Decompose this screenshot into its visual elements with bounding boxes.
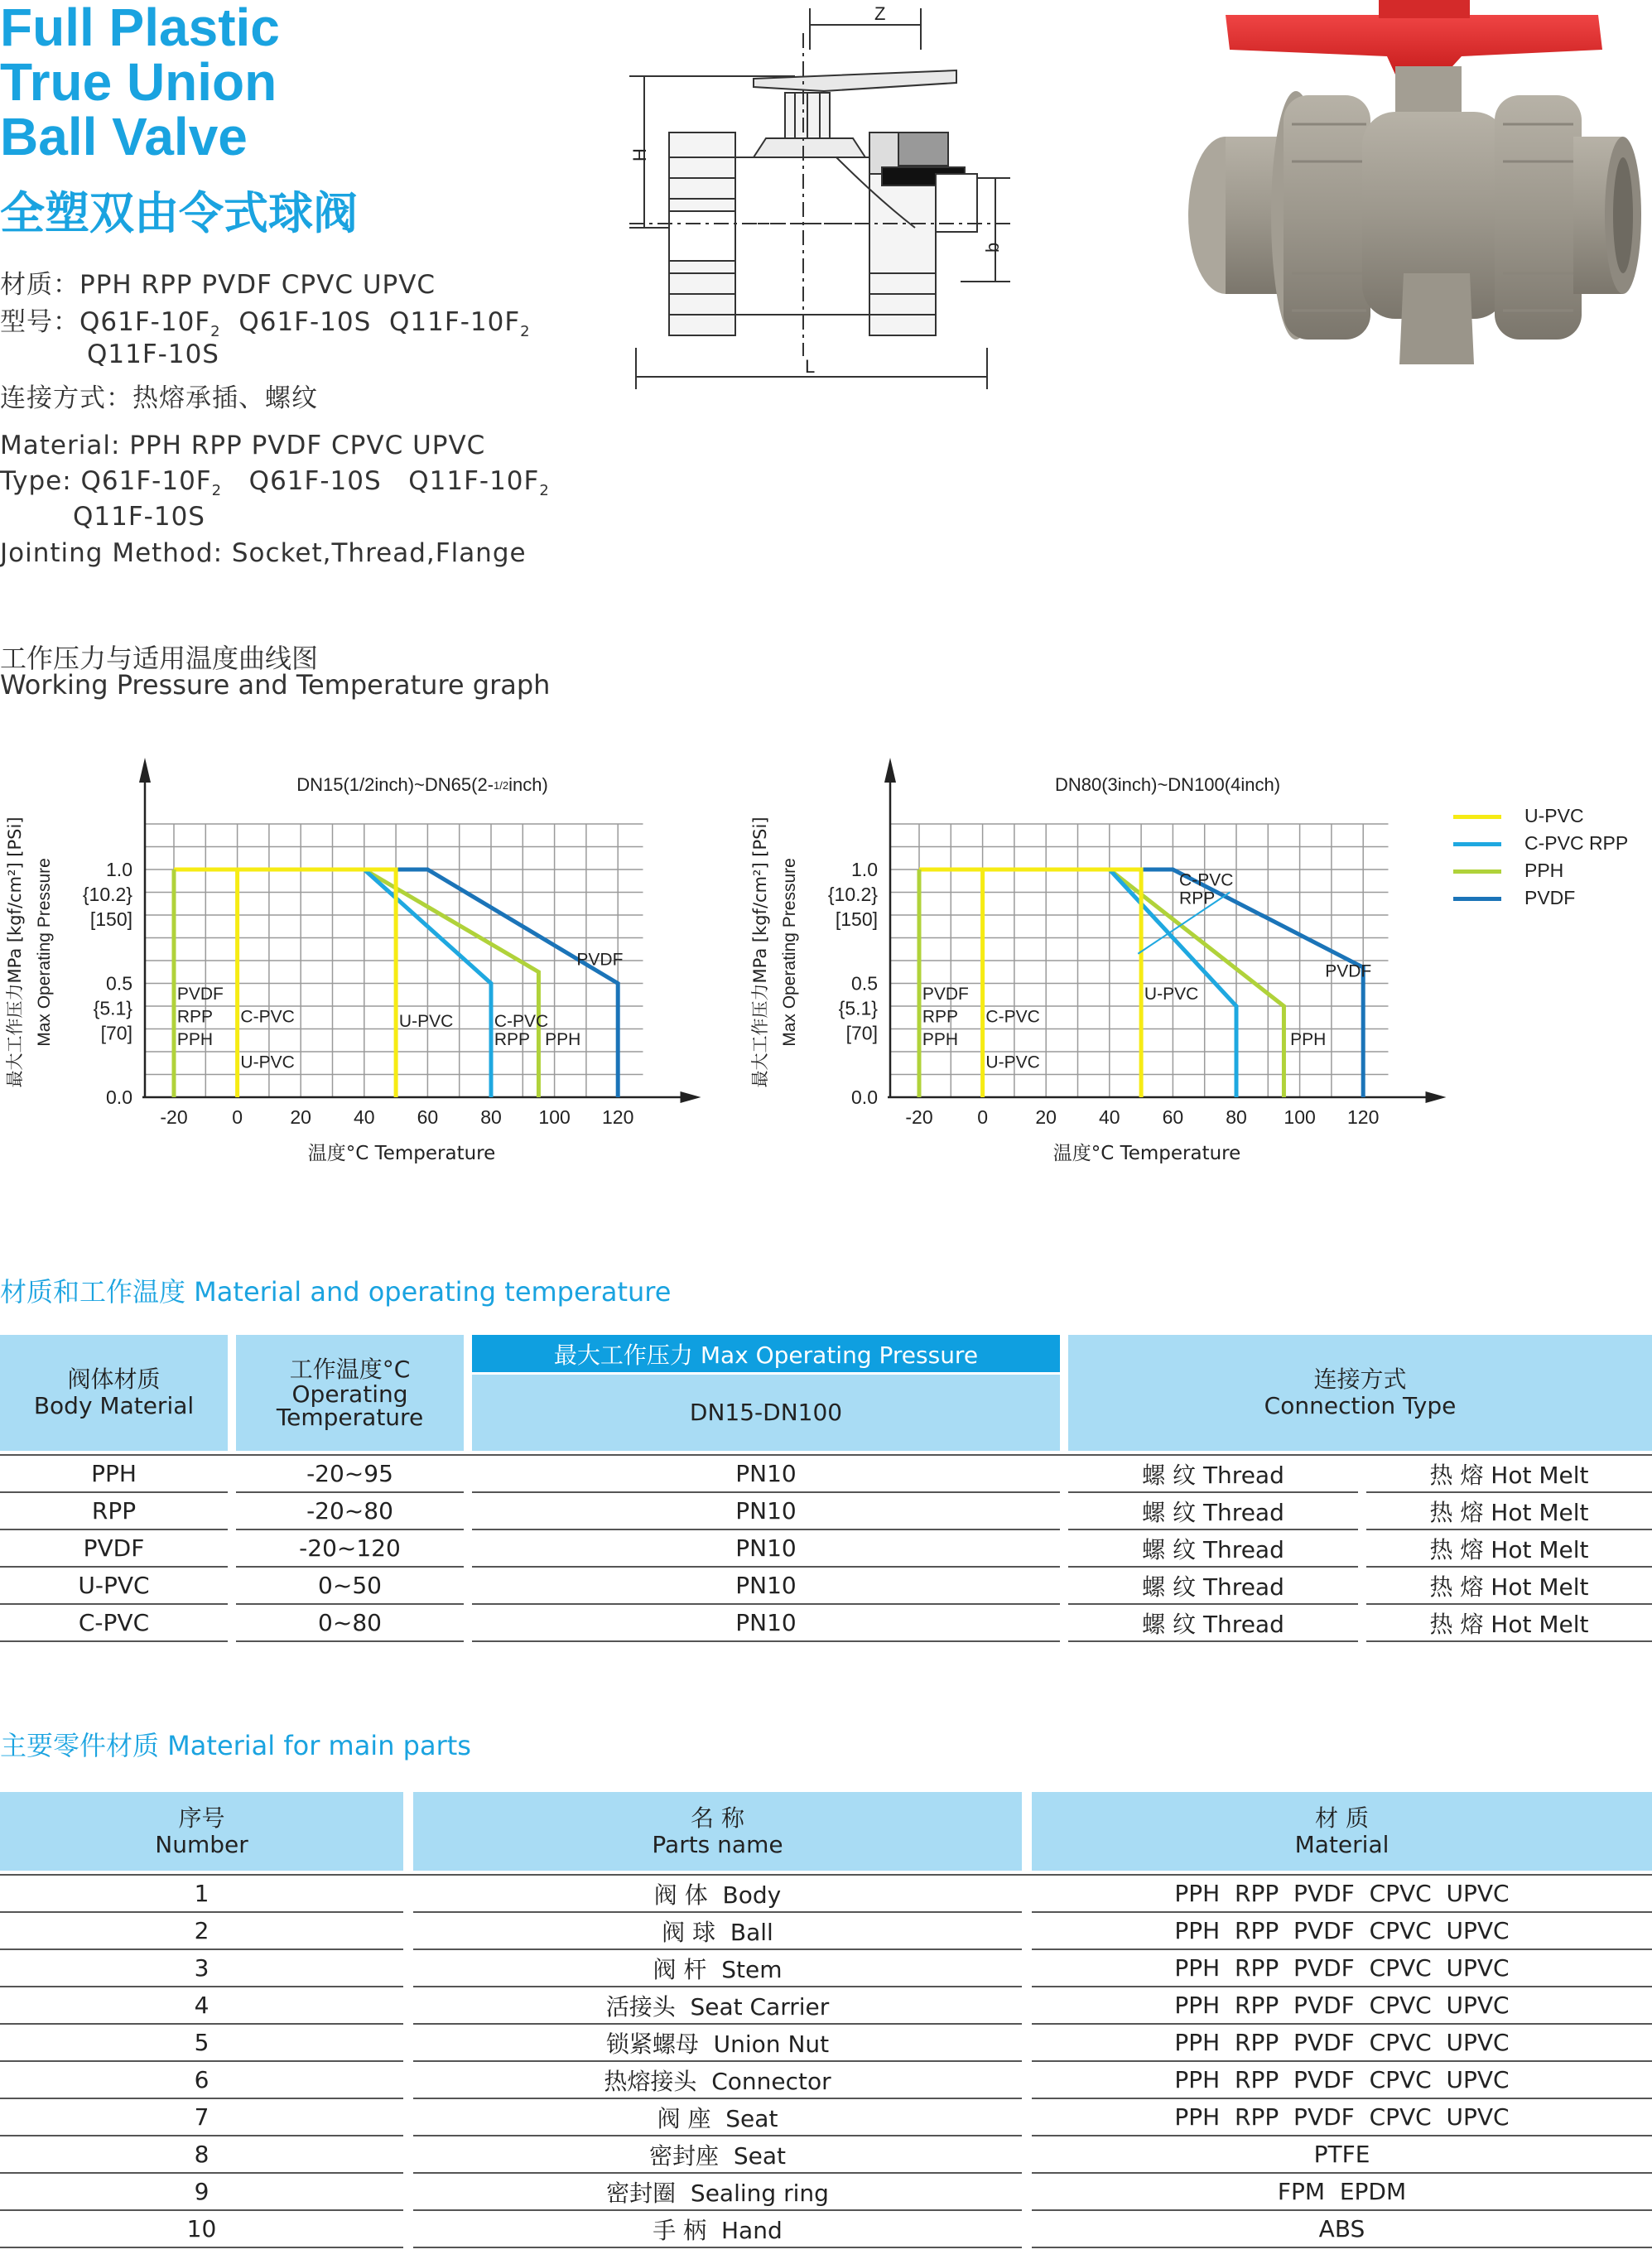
header-name-cn: 名 称 bbox=[691, 1804, 744, 1832]
spec-cn-material: 材质：PPH RPP PVDF CPVC UPVC bbox=[0, 270, 436, 300]
series-annotation: C-PVC bbox=[240, 1007, 295, 1027]
y-tick-label: 0.0 bbox=[851, 1086, 878, 1108]
cell-part-material: PPH RPP PVDF CPVC UPVC bbox=[1032, 2025, 1652, 2062]
valve-product-illustration bbox=[1147, 0, 1644, 389]
spec-cn-type bbox=[0, 301, 531, 340]
y-axis-label-en: Max Operating Pressure bbox=[780, 858, 799, 1047]
parts-table-title: 主要零件材质 Material for main parts bbox=[0, 1730, 471, 1761]
y-tick-label: 0.5 bbox=[851, 972, 878, 995]
cell-number: 4 bbox=[0, 1987, 403, 2025]
header-connection-type bbox=[1068, 1335, 1652, 1451]
series-annotation: C-PVC bbox=[985, 1007, 1040, 1027]
cell-part-material: PPH RPP PVDF CPVC UPVC bbox=[1032, 1876, 1652, 1913]
legend-swatch-pvdf bbox=[1453, 897, 1501, 901]
cell-material: PPH bbox=[0, 1456, 228, 1493]
legend-label-pph: PPH bbox=[1524, 860, 1564, 881]
cell-pressure: PN10 bbox=[472, 1605, 1060, 1642]
table-row bbox=[0, 2099, 1652, 2136]
table-row bbox=[0, 2211, 1652, 2248]
material-temperature-table bbox=[0, 1335, 1652, 1642]
header-body-material-en: Body Material bbox=[33, 1392, 195, 1419]
header-material bbox=[1032, 1792, 1652, 1871]
series-annotation: C-PVC bbox=[1179, 870, 1234, 890]
header-temp-cn: 工作温度°C bbox=[289, 1356, 411, 1383]
cell-material: C-PVC bbox=[0, 1605, 228, 1642]
spec-en-type-a: Type: Q61F-10F bbox=[0, 466, 212, 496]
table-row bbox=[0, 2174, 1652, 2211]
y-tick-label: {10.2} bbox=[827, 884, 878, 905]
x-axis-arrow bbox=[681, 1091, 701, 1103]
header-name-en: Parts name bbox=[652, 1830, 783, 1858]
drawing-label-b-visible: b bbox=[982, 242, 1003, 253]
legend-item-cpvc-rpp bbox=[1453, 832, 1628, 855]
drawing-label-l: L bbox=[805, 356, 816, 377]
cell-thread: 螺 纹 Thread bbox=[1068, 1530, 1358, 1568]
header-number bbox=[0, 1792, 403, 1871]
spec-cn-type-b: Q61F-10S Q11F-10F bbox=[220, 307, 521, 337]
table-row bbox=[0, 1530, 1652, 1568]
series-annotation: PPH bbox=[545, 1029, 581, 1049]
header-max-pressure: 最大工作压力 Max Operating Pressure bbox=[472, 1335, 1060, 1372]
spec-en-type-sub2: 2 bbox=[539, 482, 550, 500]
x-tick-label: 100 bbox=[538, 1106, 571, 1128]
cell-temperature: 0~50 bbox=[236, 1568, 464, 1605]
y-axis-arrow bbox=[139, 758, 151, 783]
series-annotation: U-PVC bbox=[398, 1011, 454, 1031]
legend-swatch-upvc bbox=[1453, 815, 1501, 819]
drawing-label-h: H bbox=[629, 148, 650, 161]
cell-part-name: 热熔接头 Connector bbox=[413, 2062, 1022, 2099]
spec-cn-type-sub2: 2 bbox=[520, 323, 531, 341]
y-axis-label-cn: 最大工作压力MPa [kgf/cm²] [PSi] bbox=[750, 816, 770, 1088]
header-dn-range: DN15-DN100 bbox=[472, 1372, 1060, 1451]
x-tick-label: 20 bbox=[1035, 1106, 1057, 1128]
legend-label-pvdf: PVDF bbox=[1524, 887, 1576, 908]
table-row bbox=[0, 1605, 1652, 1642]
title-line-1: Full Plastic bbox=[0, 0, 280, 57]
chart-title: DN80(3inch)~DN100(4inch) bbox=[1054, 774, 1281, 795]
series-annotation: C-PVC bbox=[494, 1011, 549, 1031]
cell-pressure: PN10 bbox=[472, 1493, 1060, 1530]
pressure-chart-dn15-dn65 bbox=[0, 745, 729, 1176]
y-axis-label-en: Max Operating Pressure bbox=[35, 858, 54, 1047]
table-row bbox=[0, 1876, 1652, 1913]
header-temp-en2: Temperature bbox=[276, 1404, 424, 1431]
y-axis-label-cn: 最大工作压力MPa [kgf/cm²] [PSi] bbox=[5, 816, 25, 1088]
cell-part-material: ABS bbox=[1032, 2211, 1652, 2248]
x-tick-label: 40 bbox=[1099, 1106, 1120, 1128]
legend-item-pvdf bbox=[1453, 887, 1575, 909]
header-material-cn: 材 质 bbox=[1315, 1804, 1369, 1832]
cell-part-material: PPH RPP PVDF CPVC UPVC bbox=[1032, 1913, 1652, 1950]
cell-part-material: PPH RPP PVDF CPVC UPVC bbox=[1032, 1950, 1652, 1987]
header-operating-temp bbox=[236, 1335, 464, 1451]
cell-thread: 螺 纹 Thread bbox=[1068, 1605, 1358, 1642]
x-tick-label: 0 bbox=[232, 1106, 243, 1128]
cell-part-material: PPH RPP PVDF CPVC UPVC bbox=[1032, 2062, 1652, 2099]
cell-thread: 螺 纹 Thread bbox=[1068, 1456, 1358, 1493]
spec-en-type-sub: 2 bbox=[211, 482, 223, 500]
x-tick-label: -20 bbox=[905, 1106, 933, 1128]
cell-hot-melt: 热 熔 Hot Melt bbox=[1366, 1493, 1652, 1530]
title-english bbox=[0, 0, 280, 164]
cell-thread: 螺 纹 Thread bbox=[1068, 1568, 1358, 1605]
x-tick-label: -20 bbox=[160, 1106, 188, 1128]
series-annotation: PPH bbox=[176, 1029, 214, 1049]
y-tick-label: {5.1} bbox=[838, 997, 878, 1019]
table-row bbox=[0, 1950, 1652, 1987]
cell-number: 2 bbox=[0, 1913, 403, 1950]
spec-en-jointing: Jointing Method: Socket,Thread,Flange bbox=[0, 538, 527, 568]
cell-pressure: PN10 bbox=[472, 1530, 1060, 1568]
y-tick-label: {10.2} bbox=[82, 884, 132, 905]
series-annotation: PVDF bbox=[176, 984, 224, 1004]
x-tick-label: 40 bbox=[354, 1106, 375, 1128]
cell-part-name: 阀 杆 Stem bbox=[413, 1950, 1022, 1987]
x-tick-label: 100 bbox=[1284, 1106, 1316, 1128]
y-axis-arrow bbox=[884, 758, 896, 783]
legend-swatch-pph bbox=[1453, 869, 1501, 874]
cell-number: 3 bbox=[0, 1950, 403, 1987]
x-axis-arrow bbox=[1426, 1091, 1447, 1103]
x-tick-label: 120 bbox=[1347, 1106, 1380, 1128]
cell-material: RPP bbox=[0, 1493, 228, 1530]
cell-part-name: 阀 球 Ball bbox=[413, 1913, 1022, 1950]
legend-swatch-cpvc bbox=[1453, 842, 1501, 846]
cell-number: 9 bbox=[0, 2174, 403, 2211]
y-tick-label: [70] bbox=[100, 1022, 132, 1044]
spec-en-type-line2: Q11F-10S bbox=[73, 502, 205, 532]
y-tick-label: [150] bbox=[835, 908, 878, 930]
series-annotation: U-PVC bbox=[1144, 984, 1199, 1004]
y-tick-label: [70] bbox=[845, 1022, 878, 1044]
legend-item-upvc bbox=[1453, 805, 1584, 827]
cell-hot-melt: 热 熔 Hot Melt bbox=[1366, 1530, 1652, 1568]
cell-number: 8 bbox=[0, 2136, 403, 2174]
series-annotation: PPH bbox=[1290, 1029, 1327, 1049]
cell-hot-melt: 热 熔 Hot Melt bbox=[1366, 1456, 1652, 1493]
spec-cn-jointing: 连接方式：热熔承插、螺纹 bbox=[0, 383, 318, 413]
cell-number: 1 bbox=[0, 1876, 403, 1913]
header-conn-en: Connection Type bbox=[1264, 1392, 1457, 1419]
x-tick-label: 0 bbox=[977, 1106, 988, 1128]
cell-material: PVDF bbox=[0, 1530, 228, 1568]
cell-number: 6 bbox=[0, 2062, 403, 2099]
y-tick-label: 0.5 bbox=[106, 972, 132, 995]
series-annotation: RPP bbox=[1179, 889, 1216, 908]
x-tick-label: 80 bbox=[1226, 1106, 1247, 1128]
y-tick-label: 0.0 bbox=[106, 1086, 132, 1108]
valve-technical-drawing bbox=[629, 0, 1010, 397]
header-material-en: Material bbox=[1294, 1830, 1390, 1858]
cell-number: 10 bbox=[0, 2211, 403, 2248]
spec-en-type-b: Q61F-10S Q11F-10F bbox=[222, 466, 540, 496]
x-tick-label: 20 bbox=[290, 1106, 311, 1128]
cell-number: 7 bbox=[0, 2099, 403, 2136]
y-tick-label: 1.0 bbox=[106, 859, 132, 880]
cell-part-material: PPH RPP PVDF CPVC UPVC bbox=[1032, 2099, 1652, 2136]
chart-title: DN15(1/2inch)~DN65(2-1/2inch) bbox=[296, 774, 548, 795]
cell-part-name: 阀 座 Seat bbox=[413, 2099, 1022, 2136]
drawing-label-z: Z bbox=[874, 3, 886, 24]
cell-part-name: 手 柄 Hand bbox=[413, 2211, 1022, 2248]
series-annotation: RPP bbox=[494, 1029, 531, 1049]
spec-en-type bbox=[0, 466, 550, 499]
material-table-title: 材质和工作温度 Material and operating temperature bbox=[0, 1276, 672, 1308]
legend-label-upvc: U-PVC bbox=[1524, 805, 1584, 826]
series-annotation: PVDF bbox=[1325, 961, 1372, 981]
x-tick-label: 60 bbox=[417, 1106, 439, 1128]
cell-part-name: 活接头 Seat Carrier bbox=[413, 1987, 1022, 2025]
spec-en-material: Material: PPH RPP PVDF CPVC UPVC bbox=[0, 431, 486, 460]
title-line-3: Ball Valve bbox=[0, 107, 248, 166]
cell-part-material: FPM EPDM bbox=[1032, 2174, 1652, 2211]
header-body-material bbox=[0, 1335, 228, 1451]
cell-pressure: PN10 bbox=[472, 1568, 1060, 1605]
x-tick-label: 80 bbox=[480, 1106, 502, 1128]
header-conn-cn: 连接方式 bbox=[1313, 1366, 1407, 1393]
graph-section-title-en: Working Pressure and Temperature graph bbox=[0, 669, 551, 701]
header-number-cn: 序号 bbox=[178, 1804, 225, 1832]
cell-hot-melt: 热 熔 Hot Melt bbox=[1366, 1568, 1652, 1605]
series-annotation: RPP bbox=[176, 1007, 214, 1027]
title-line-2: True Union bbox=[0, 52, 277, 112]
header-number-en: Number bbox=[155, 1830, 248, 1858]
table-row bbox=[0, 2025, 1652, 2062]
cell-material: U-PVC bbox=[0, 1568, 228, 1605]
header-parts-name bbox=[413, 1792, 1022, 1871]
table-row bbox=[0, 2136, 1652, 2174]
cell-part-material: PPH RPP PVDF CPVC UPVC bbox=[1032, 1987, 1652, 2025]
pressure-chart-dn80-dn100 bbox=[745, 745, 1474, 1176]
legend-label-cpvc-rpp: C-PVC RPP bbox=[1524, 832, 1629, 854]
cell-part-material: PTFE bbox=[1032, 2136, 1652, 2174]
y-tick-label: 1.0 bbox=[851, 859, 878, 880]
header-body-material-cn: 阀体材质 bbox=[67, 1366, 161, 1393]
main-parts-table bbox=[0, 1792, 1652, 2248]
cell-part-name: 阀 体 Body bbox=[413, 1876, 1022, 1913]
table-row bbox=[0, 1493, 1652, 1530]
table-row bbox=[0, 1987, 1652, 2025]
spec-cn-type-line2: Q11F-10S bbox=[87, 340, 219, 369]
series-annotation: PPH bbox=[922, 1029, 959, 1049]
title-chinese: 全塑双由令式球阀 bbox=[0, 187, 358, 239]
series-annotation: U-PVC bbox=[240, 1053, 295, 1072]
cell-temperature: -20~80 bbox=[236, 1493, 464, 1530]
table-row bbox=[0, 2062, 1652, 2099]
x-axis-label: 温度°C Temperature bbox=[307, 1143, 496, 1164]
x-tick-label: 60 bbox=[1162, 1106, 1184, 1128]
x-tick-label: 120 bbox=[602, 1106, 634, 1128]
spec-cn-type-a: 型号：Q61F-10F bbox=[0, 307, 211, 337]
header-temp-en1: Operating bbox=[291, 1380, 408, 1408]
table-row bbox=[0, 1456, 1652, 1493]
x-axis-label: 温度°C Temperature bbox=[1052, 1143, 1241, 1164]
cell-part-name: 锁紧螺母 Union Nut bbox=[413, 2025, 1022, 2062]
cell-temperature: -20~120 bbox=[236, 1530, 464, 1568]
cell-temperature: 0~80 bbox=[236, 1605, 464, 1642]
spec-cn-type-sub: 2 bbox=[210, 323, 221, 341]
graph-section-title-cn: 工作压力与适用温度曲线图 bbox=[0, 643, 319, 674]
series-annotation: RPP bbox=[922, 1007, 959, 1027]
cell-number: 5 bbox=[0, 2025, 403, 2062]
cell-part-name: 密封圈 Sealing ring bbox=[413, 2174, 1022, 2211]
series-annotation: PVDF bbox=[576, 950, 624, 970]
cell-thread: 螺 纹 Thread bbox=[1068, 1493, 1358, 1530]
table-row bbox=[0, 1568, 1652, 1605]
series-annotation: U-PVC bbox=[985, 1053, 1040, 1072]
table-row bbox=[0, 1913, 1652, 1950]
legend-item-pph bbox=[1453, 860, 1563, 882]
series-annotation: PVDF bbox=[922, 984, 969, 1004]
cell-part-name: 密封座 Seat bbox=[413, 2136, 1022, 2174]
cell-temperature: -20~95 bbox=[236, 1456, 464, 1493]
cell-hot-melt: 热 熔 Hot Melt bbox=[1366, 1605, 1652, 1642]
cell-pressure: PN10 bbox=[472, 1456, 1060, 1493]
y-tick-label: {5.1} bbox=[93, 997, 132, 1019]
y-tick-label: [150] bbox=[89, 908, 132, 930]
